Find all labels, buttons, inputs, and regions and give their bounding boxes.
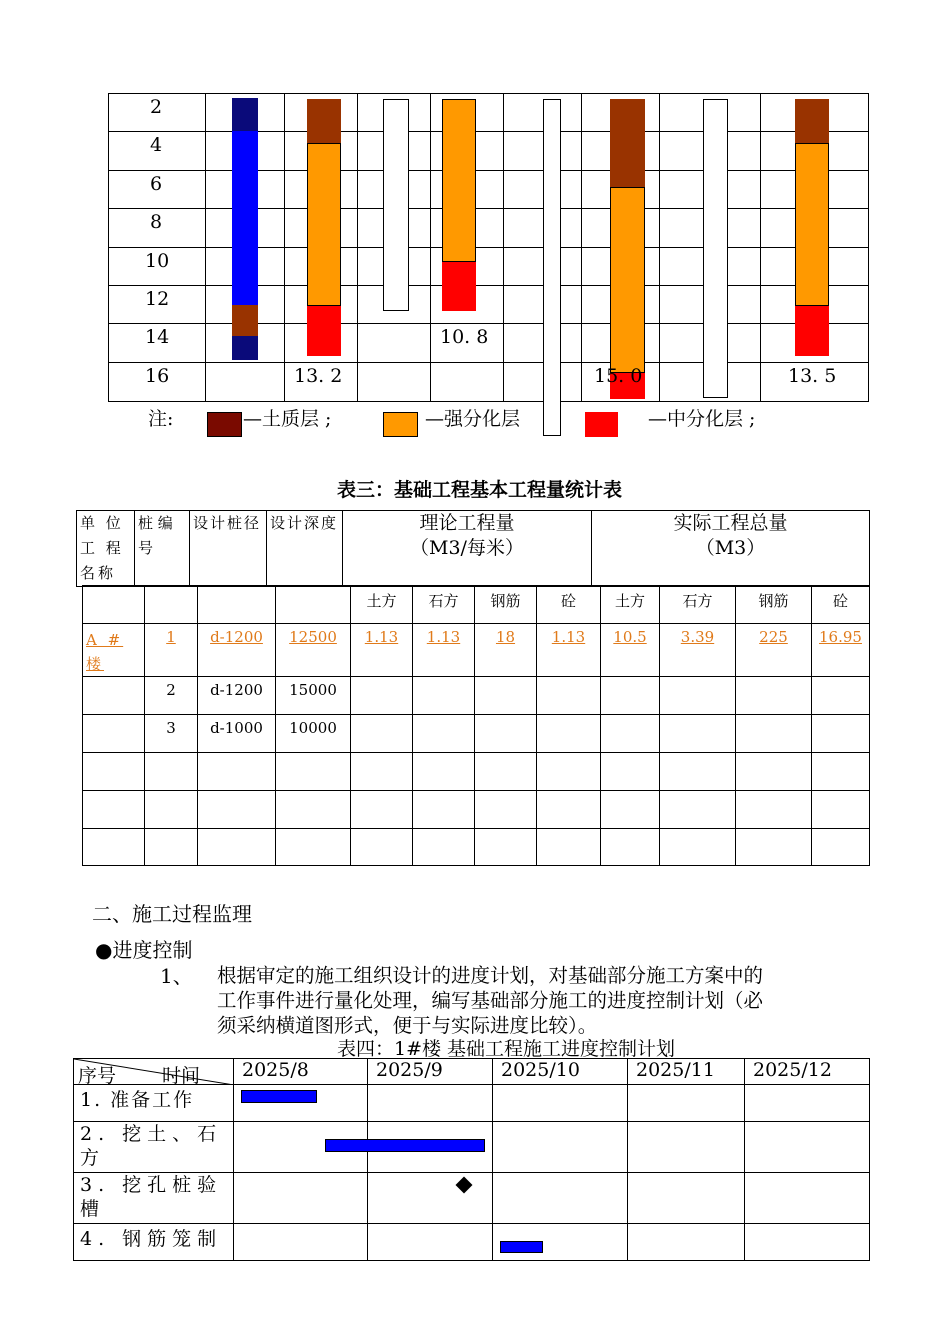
gantt-table (73, 1058, 870, 1261)
cell-value-link[interactable]: 225 (736, 624, 812, 677)
cell-no: 2 (145, 677, 198, 715)
table3-title: 表三：基础工程基本工程量统计表 (337, 479, 623, 501)
pile-column-5-empty (543, 99, 561, 436)
header-diameter: 设计桩径 (190, 511, 267, 587)
table-row (83, 624, 870, 677)
table-row (83, 715, 870, 753)
pile-column-8-soil (795, 99, 829, 143)
sub-header: 砼 (812, 586, 870, 624)
pile-column-1-blue (232, 131, 258, 305)
cell-depth: 10000 (276, 715, 351, 753)
cell-value-link[interactable]: 1.13 (537, 624, 601, 677)
paragraph-line: 根据审定的施工组织设计的进度计划，对基础部分施工方案中的 (217, 964, 764, 987)
pile-column-3-empty (383, 99, 409, 311)
sub-header: 砼 (537, 586, 601, 624)
table3-header (76, 510, 870, 587)
cell-value-link[interactable]: 10.5 (601, 624, 660, 677)
pile-column-6-soil (610, 99, 645, 187)
pile-column-2-medium (307, 306, 341, 356)
task-label: 1. 准备工作 (74, 1085, 234, 1122)
pile-column-1-navy-bottom (232, 336, 258, 360)
table-row-empty (83, 753, 870, 791)
sub-header: 土方 (351, 586, 413, 624)
sub-header: 石方 (660, 586, 736, 624)
sub-header: 土方 (601, 586, 660, 624)
depth-label: 16 (145, 365, 170, 387)
header-theory: 理论工程量（M3/每米） (343, 511, 592, 587)
cell-dia-link[interactable]: d-1200 (198, 624, 276, 677)
depth-annotation: 15. 0 (594, 365, 643, 387)
depth-annotation: 13. 2 (294, 365, 343, 387)
cell-value-link[interactable]: 1.13 (413, 624, 475, 677)
legend-label-medium: —中分化层 ; (648, 408, 756, 430)
cell-no: 3 (145, 715, 198, 753)
cell-value-link[interactable]: 3.39 (660, 624, 736, 677)
pile-column-8-medium (795, 306, 829, 356)
depth-label: 8 (150, 211, 163, 233)
cell-dia: d-1000 (198, 715, 276, 753)
sub-header: 石方 (413, 586, 475, 624)
depth-label: 10 (145, 250, 170, 272)
depth-label: 6 (150, 173, 163, 195)
cell-value-link[interactable]: 16.95 (812, 624, 870, 677)
pile-column-6-strong (610, 187, 645, 373)
paragraph-line: 工作事件进行量化处理，编写基础部分施工的进度控制计划（必 (217, 989, 764, 1012)
pile-column-4-medium (442, 262, 476, 311)
legend-label-strong: —强分化层 (425, 408, 521, 430)
legend-swatch-soil (207, 412, 242, 437)
sub-header: 钢筋 (736, 586, 812, 624)
header-depth: 设计深度 (267, 511, 343, 587)
legend-swatch-medium (585, 412, 618, 437)
month-header: 2025/12 (745, 1059, 870, 1085)
depth-label: 2 (150, 96, 163, 118)
table-row-empty (83, 829, 870, 866)
depth-label: 14 (145, 326, 170, 348)
month-header: 2025/10 (493, 1059, 628, 1085)
gantt-bar-prep (241, 1090, 317, 1103)
section-heading: 二、施工过程监理 (92, 902, 252, 926)
gantt-corner (74, 1059, 234, 1085)
cell-unit-link[interactable]: A # 楼 (83, 624, 145, 677)
pile-column-8-strong (795, 143, 829, 306)
sub-header: 钢筋 (475, 586, 537, 624)
header-actual: 实际工程总量（M3） (592, 511, 870, 587)
pile-column-7-empty (703, 99, 728, 398)
task-label: 4. 钢筋笼制 (74, 1224, 234, 1261)
table-row (83, 677, 870, 715)
table-row-empty (83, 791, 870, 829)
cell-depth-link[interactable]: 12500 (276, 624, 351, 677)
item-number: 1、 (160, 964, 193, 988)
corner-label-left: 序号 (78, 1065, 117, 1087)
pile-column-2-strong (307, 143, 341, 306)
depth-annotation: 13. 5 (788, 365, 837, 387)
cell-value-link[interactable]: 18 (475, 624, 537, 677)
bullet-progress-control: ●进度控制 (95, 938, 193, 962)
legend-note-label: 注: (148, 408, 174, 430)
pile-column-4-strong (442, 99, 476, 262)
pile-column-1-navy-top (232, 98, 258, 131)
pile-column-1-brown (232, 305, 258, 336)
table4-title: 表四：1#楼 基础工程施工进度控制计划 (337, 1038, 676, 1060)
depth-annotation: 10. 8 (440, 326, 489, 348)
gantt-bar-excavation (325, 1139, 485, 1152)
header-unit: 单 位 工 程 名称 (77, 511, 135, 587)
depth-label: 12 (145, 288, 170, 310)
task-label: 3. 挖孔桩验槽 (74, 1173, 234, 1224)
header-pile-no: 桩 编 号 (135, 511, 190, 587)
legend-label-soil: —土质层 ; (243, 408, 332, 430)
cell-no-link[interactable]: 1 (145, 624, 198, 677)
month-header: 2025/9 (368, 1059, 493, 1085)
cell-dia: d-1200 (198, 677, 276, 715)
pile-column-2-soil (307, 99, 341, 143)
legend-swatch-strong (383, 412, 418, 437)
corner-label-right: 时间 (162, 1065, 201, 1087)
table3-body (82, 585, 870, 866)
cell-depth: 15000 (276, 677, 351, 715)
month-header: 2025/8 (234, 1059, 368, 1085)
month-header: 2025/11 (628, 1059, 745, 1085)
gantt-bar-rebar (500, 1241, 543, 1253)
paragraph-line: 须采纳横道图形式，便于与实际进度比较）。 (217, 1014, 598, 1037)
task-label: 2. 挖土、石方 (74, 1122, 234, 1173)
depth-label: 4 (150, 134, 163, 156)
cell-value-link[interactable]: 1.13 (351, 624, 413, 677)
